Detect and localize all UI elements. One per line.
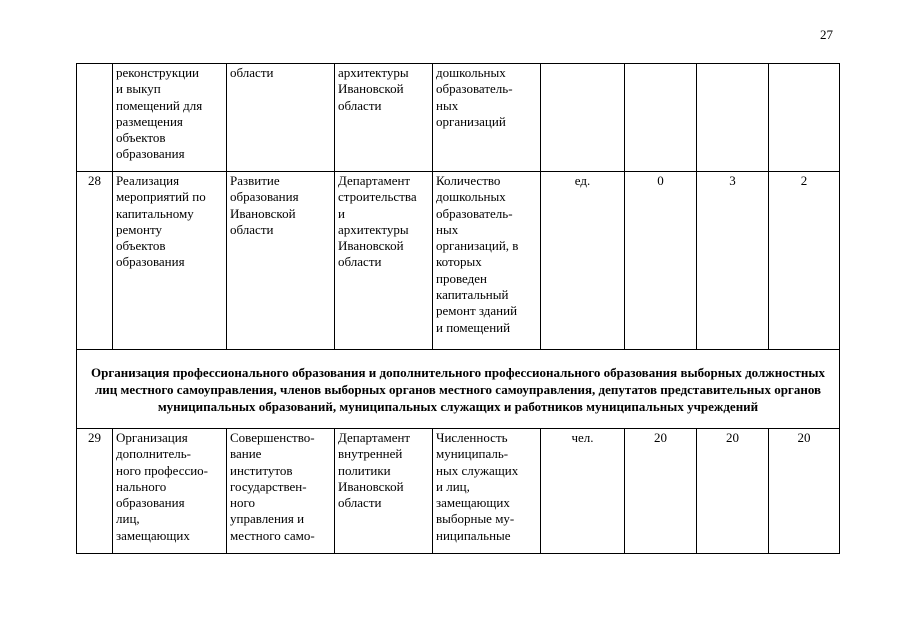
row-number <box>77 64 113 172</box>
activity-cell: Организация дополнитель- ного профессио- нального образования лиц, замещающих <box>113 429 227 554</box>
indicator-cell: Количество дошкольных образователь- ных организаций, в которых проведен капитальный ремонт зданий и помещений <box>433 172 541 350</box>
activity-cell: реконструкции и выкуп помещений для размещения объектов образования <box>113 64 227 172</box>
value-cell: 3 <box>697 172 769 350</box>
value-cell: 20 <box>625 429 697 554</box>
unit-cell: чел. <box>541 429 625 554</box>
value-cell: 20 <box>769 429 840 554</box>
indicator-cell: дошкольных образователь- ных организаций <box>433 64 541 172</box>
value-cell: 0 <box>625 172 697 350</box>
program-cell: Развитие образования Ивановской области <box>227 172 335 350</box>
table-row <box>77 429 840 554</box>
page-number: 27 <box>820 27 833 42</box>
program-cell: Совершенство- вание институтов государствен- ного управления и местного само- <box>227 429 335 554</box>
executor-cell: Департамент строительства и архитектуры Ивановской области <box>335 172 433 350</box>
indicator-cell: Численность муниципаль- ных служащих и лиц, замещающих выборные му- ниципальные <box>433 429 541 554</box>
value-cell <box>769 64 840 172</box>
executor-cell: Департамент внутренней политики Ивановской области <box>335 429 433 554</box>
unit-cell <box>541 64 625 172</box>
unit-cell: ед. <box>541 172 625 350</box>
row-number: 28 <box>77 172 113 350</box>
program-cell: области <box>227 64 335 172</box>
section-header: Организация профессионального образования и дополнительного профессионального образования выборных должностных лиц местного самоуправления, членов выборных органов местного самоуправления, депутатов представительных органов муниципальных образований, муниципальных служащих и работников муниципальных учреждений <box>77 350 840 429</box>
activity-cell: Реализация мероприятий по капитальному ремонту объектов образования <box>113 172 227 350</box>
table-row <box>77 64 840 172</box>
section-header-row <box>77 350 840 429</box>
value-cell <box>697 64 769 172</box>
row-number: 29 <box>77 429 113 554</box>
table-row <box>77 172 840 350</box>
value-cell: 20 <box>697 429 769 554</box>
executor-cell: архитектуры Ивановской области <box>335 64 433 172</box>
value-cell: 2 <box>769 172 840 350</box>
program-table <box>76 63 840 554</box>
value-cell <box>625 64 697 172</box>
